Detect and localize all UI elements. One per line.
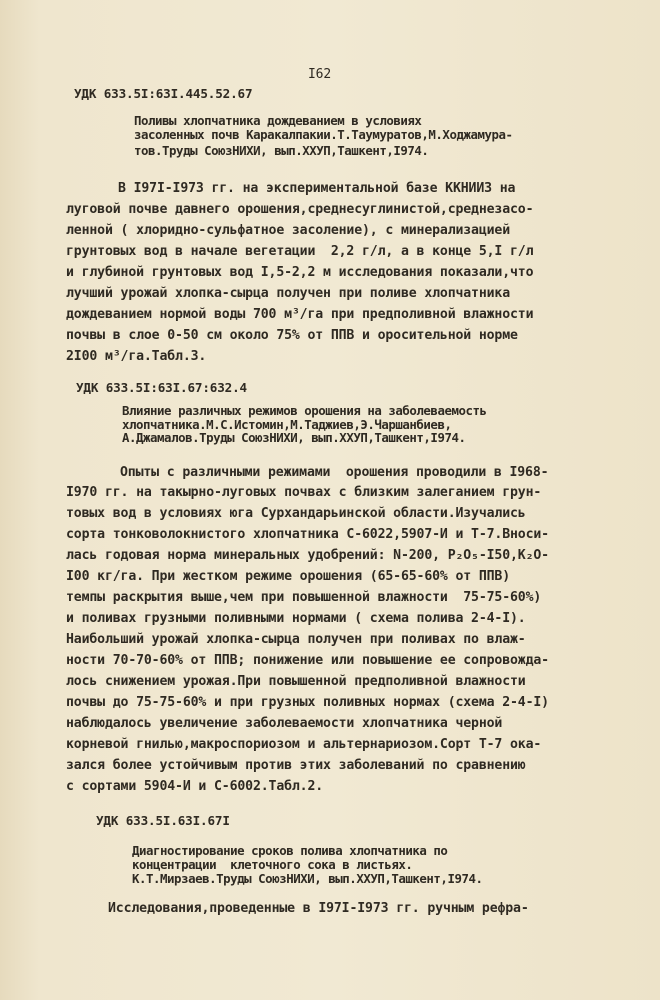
- body-line: лучший урожай хлопка-сырца получен при поливе хлопчатника: [66, 286, 511, 301]
- body-line: лась годовая норма минеральных удобрений: N-200, P₂O₅-I50,K₂O-: [66, 548, 549, 563]
- page-number: I62: [308, 67, 332, 82]
- body-line: ности 70-70-60% от ППВ; понижение или повышение ее сопровожда-: [66, 653, 549, 668]
- body-line: зался более устойчивым против этих заболеваний по сравнению: [66, 758, 526, 773]
- udc-code: УДК 633.5I:63I.67:632.4: [76, 380, 247, 395]
- abstract-title-line: К.Т.Мирзаев.Труды СоюзНИХИ, вып.ХХУП,Ташкент,I974.: [132, 871, 483, 886]
- body-line: I00 кг/га. При жестком режиме орошения (65-65-60% от ППВ): [66, 569, 511, 584]
- body-line: Опыты с различными режимами орошения проводили в I968-: [120, 465, 549, 480]
- body-line: сорта тонковолокнистого хлопчатника С-6022,5907-И и Т-7.Вноси-: [66, 527, 549, 542]
- body-line: и поливах грузными поливными нормами ( схема полива 2-4-I).: [66, 611, 526, 626]
- body-line: наблюдалось увеличение заболеваемости хлопчатника черной: [66, 716, 503, 731]
- abstract-title-line: хлопчатника.М.С.Истомин,М.Таджиев,Э.Чаршанбиев,: [122, 417, 452, 432]
- body-line: В I97I-I973 гг. на экспериментальной базе ККНИИЗ на: [118, 181, 516, 196]
- body-line: корневой гнилью,макроспориозом и альтернариозом.Сорт Т-7 ока-: [66, 737, 542, 752]
- body-line: почвы в слое 0-50 см около 75% от ППВ и оросительной норме: [66, 328, 518, 343]
- body-line: темпы раскрытия выше,чем при повышенной влажности 75-75-60%): [66, 590, 542, 605]
- abstract-title-line: концентрации клеточного сока в листьях.: [132, 857, 413, 872]
- body-line: почвы до 75-75-60% и при грузных поливных нормах (схема 2-4-I): [66, 695, 549, 710]
- body-line: луговой почве давнего орошения,среднесуглинистой,среднезасо-: [66, 202, 534, 217]
- body-line: 2I00 м³/га.Табл.3.: [66, 349, 207, 364]
- body-line: Наибольший урожай хлопка-сырца получен при поливах по влаж-: [66, 632, 526, 647]
- abstract-title-line: тов.Труды СоюзНИХИ, вып.ХХУП,Ташкент,I974.: [134, 143, 429, 158]
- udc-code: УДК 633.5I.63I.67I: [96, 813, 230, 828]
- body-line: I970 гг. на такырно-луговых почвах с близким залеганием грун-: [66, 485, 542, 500]
- abstract-title-line: Диагностирование сроков полива хлопчатника по: [132, 843, 448, 858]
- body-line: дождеванием нормой воды 700 м³/га при предполивной влажности: [66, 307, 534, 322]
- body-line: с сортами 5904-И и С-6002.Табл.2.: [66, 779, 324, 794]
- body-line: грунтовых вод в начале вегетации 2,2 г/л, а в конце 5,I г/л: [66, 244, 534, 259]
- body-line: товых вод в условиях юга Сурхандарьинской области.Изучались: [66, 506, 526, 521]
- abstract-title-line: Поливы хлопчатника дождеванием в условиях: [134, 113, 422, 128]
- udc-code: УДК 633.5I:63I.445.52.67: [74, 86, 253, 101]
- abstract-title-line: засоленных почв Каракалпакии.Т.Таумуратов,М.Ходжамура-: [134, 127, 513, 142]
- body-line: и глубиной грунтовых вод I,5-2,2 м исследования показали,что: [66, 265, 534, 280]
- abstract-title-line: А.Джамалов.Труды СоюзНИХИ, вып.ХХУП,Ташкент,I974.: [122, 430, 466, 445]
- abstract-title-line: Влияние различных режимов орошения на заболеваемость: [122, 403, 487, 418]
- body-line: ленной ( хлоридно-сульфатное засоление), с минерализацией: [66, 223, 511, 238]
- body-line: лось снижением урожая.При повышенной предполивной влажности: [66, 674, 526, 689]
- body-line: Исследования,проведенные в I97I-I973 гг. ручным рефра-: [108, 901, 529, 916]
